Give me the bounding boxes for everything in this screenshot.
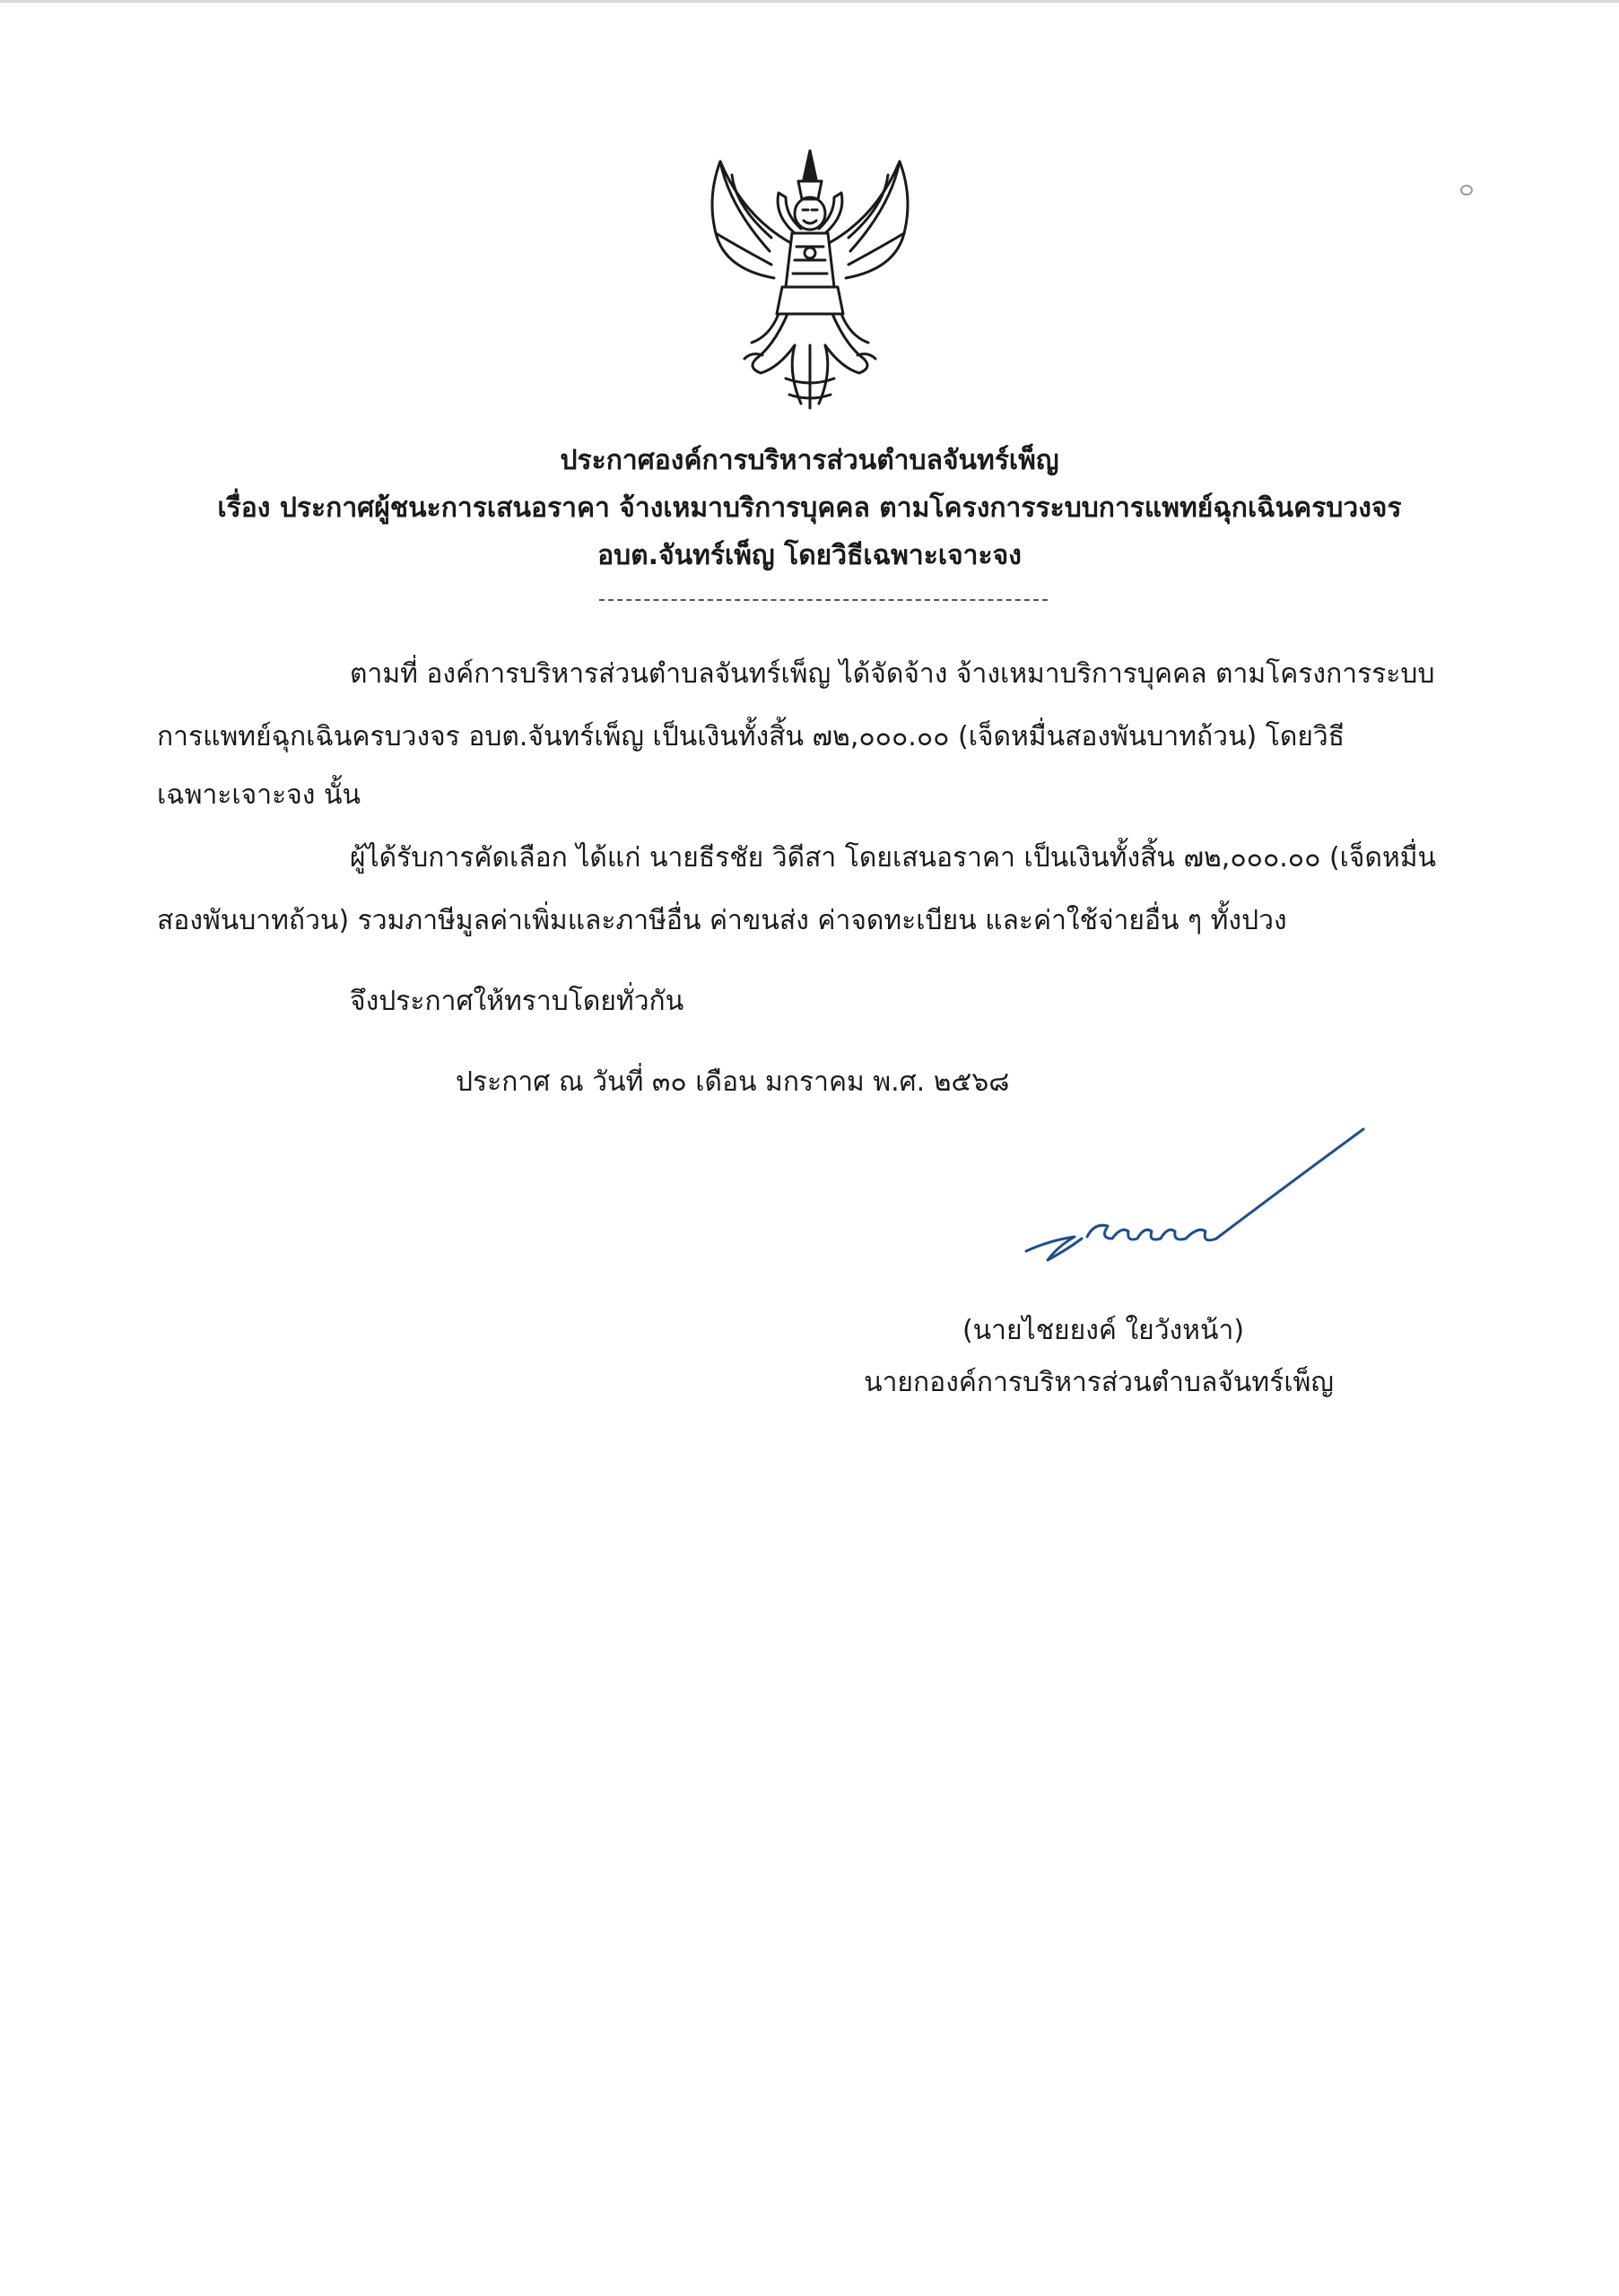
subject-line-2: อบต.จันทร์เพ็ญ โดยวิธีเฉพาะเจาะจง <box>597 540 1022 571</box>
para2-line1: ผู้ได้รับการคัดเลือก ได้แก่ นายธีรชัย วิดีสา โดยเสนอราคา เป็นเงินทั้งสิ้น ๗๒,๐๐๐.๐๐ (เจ็ดหมื่น <box>350 842 1437 874</box>
para1-line3: เฉพาะเจาะจง นั้น <box>157 779 361 811</box>
signatory-position: นายกองค์การบริหารส่วนตำบลจันทร์เพ็ญ <box>864 1367 1334 1398</box>
para3: จึงประกาศให้ทราบโดยทั่วกัน <box>350 986 684 1017</box>
scan-speck <box>1460 185 1473 196</box>
header-divider <box>599 599 1048 601</box>
announcement-header <box>0 437 1619 579</box>
para2-line2: สองพันบาทถ้วน) รวมภาษีมูลค่าเพิ่มและภาษีอื่น ค่าขนส่ง ค่าจดทะเบียน และค่าใช้จ่ายอื่น ๆ ทั้งปวง <box>157 905 1287 936</box>
date-line: ประกาศ ณ วันที่ ๓๐ เดือน มกราคม พ.ศ. ๒๕๖๘ <box>456 1066 1010 1098</box>
handwritten-signature <box>1023 1126 1368 1269</box>
para1-line1: ตามที่ องค์การบริหารส่วนตำบลจันทร์เพ็ญ ได้จัดจ้าง จ้างเหมาบริการบุคคล ตามโครงการระบบ <box>350 658 1435 690</box>
garuda-emblem-icon <box>689 144 931 413</box>
org-title: ประกาศองค์การบริหารส่วนตำบลจันทร์เพ็ญ <box>560 445 1059 476</box>
scan-edge <box>0 0 1619 3</box>
para1-line2: การแพทย์ฉุกเฉินครบวงจร อบต.จันทร์เพ็ญ เป็นเงินทั้งสิ้น ๗๒,๐๐๐.๐๐ (เจ็ดหมื่นสองพันบาทถ้วน) โดยวิธี <box>157 721 1345 752</box>
signatory-name: (นายไชยยงค์ ใยวังหน้า) <box>962 1315 1245 1346</box>
subject-line: เรื่อง ประกาศผู้ชนะการเสนอราคา จ้างเหมาบริการบุคคล ตามโครงการระบบการแพทย์ฉุกเฉินครบวงจร <box>217 492 1402 524</box>
